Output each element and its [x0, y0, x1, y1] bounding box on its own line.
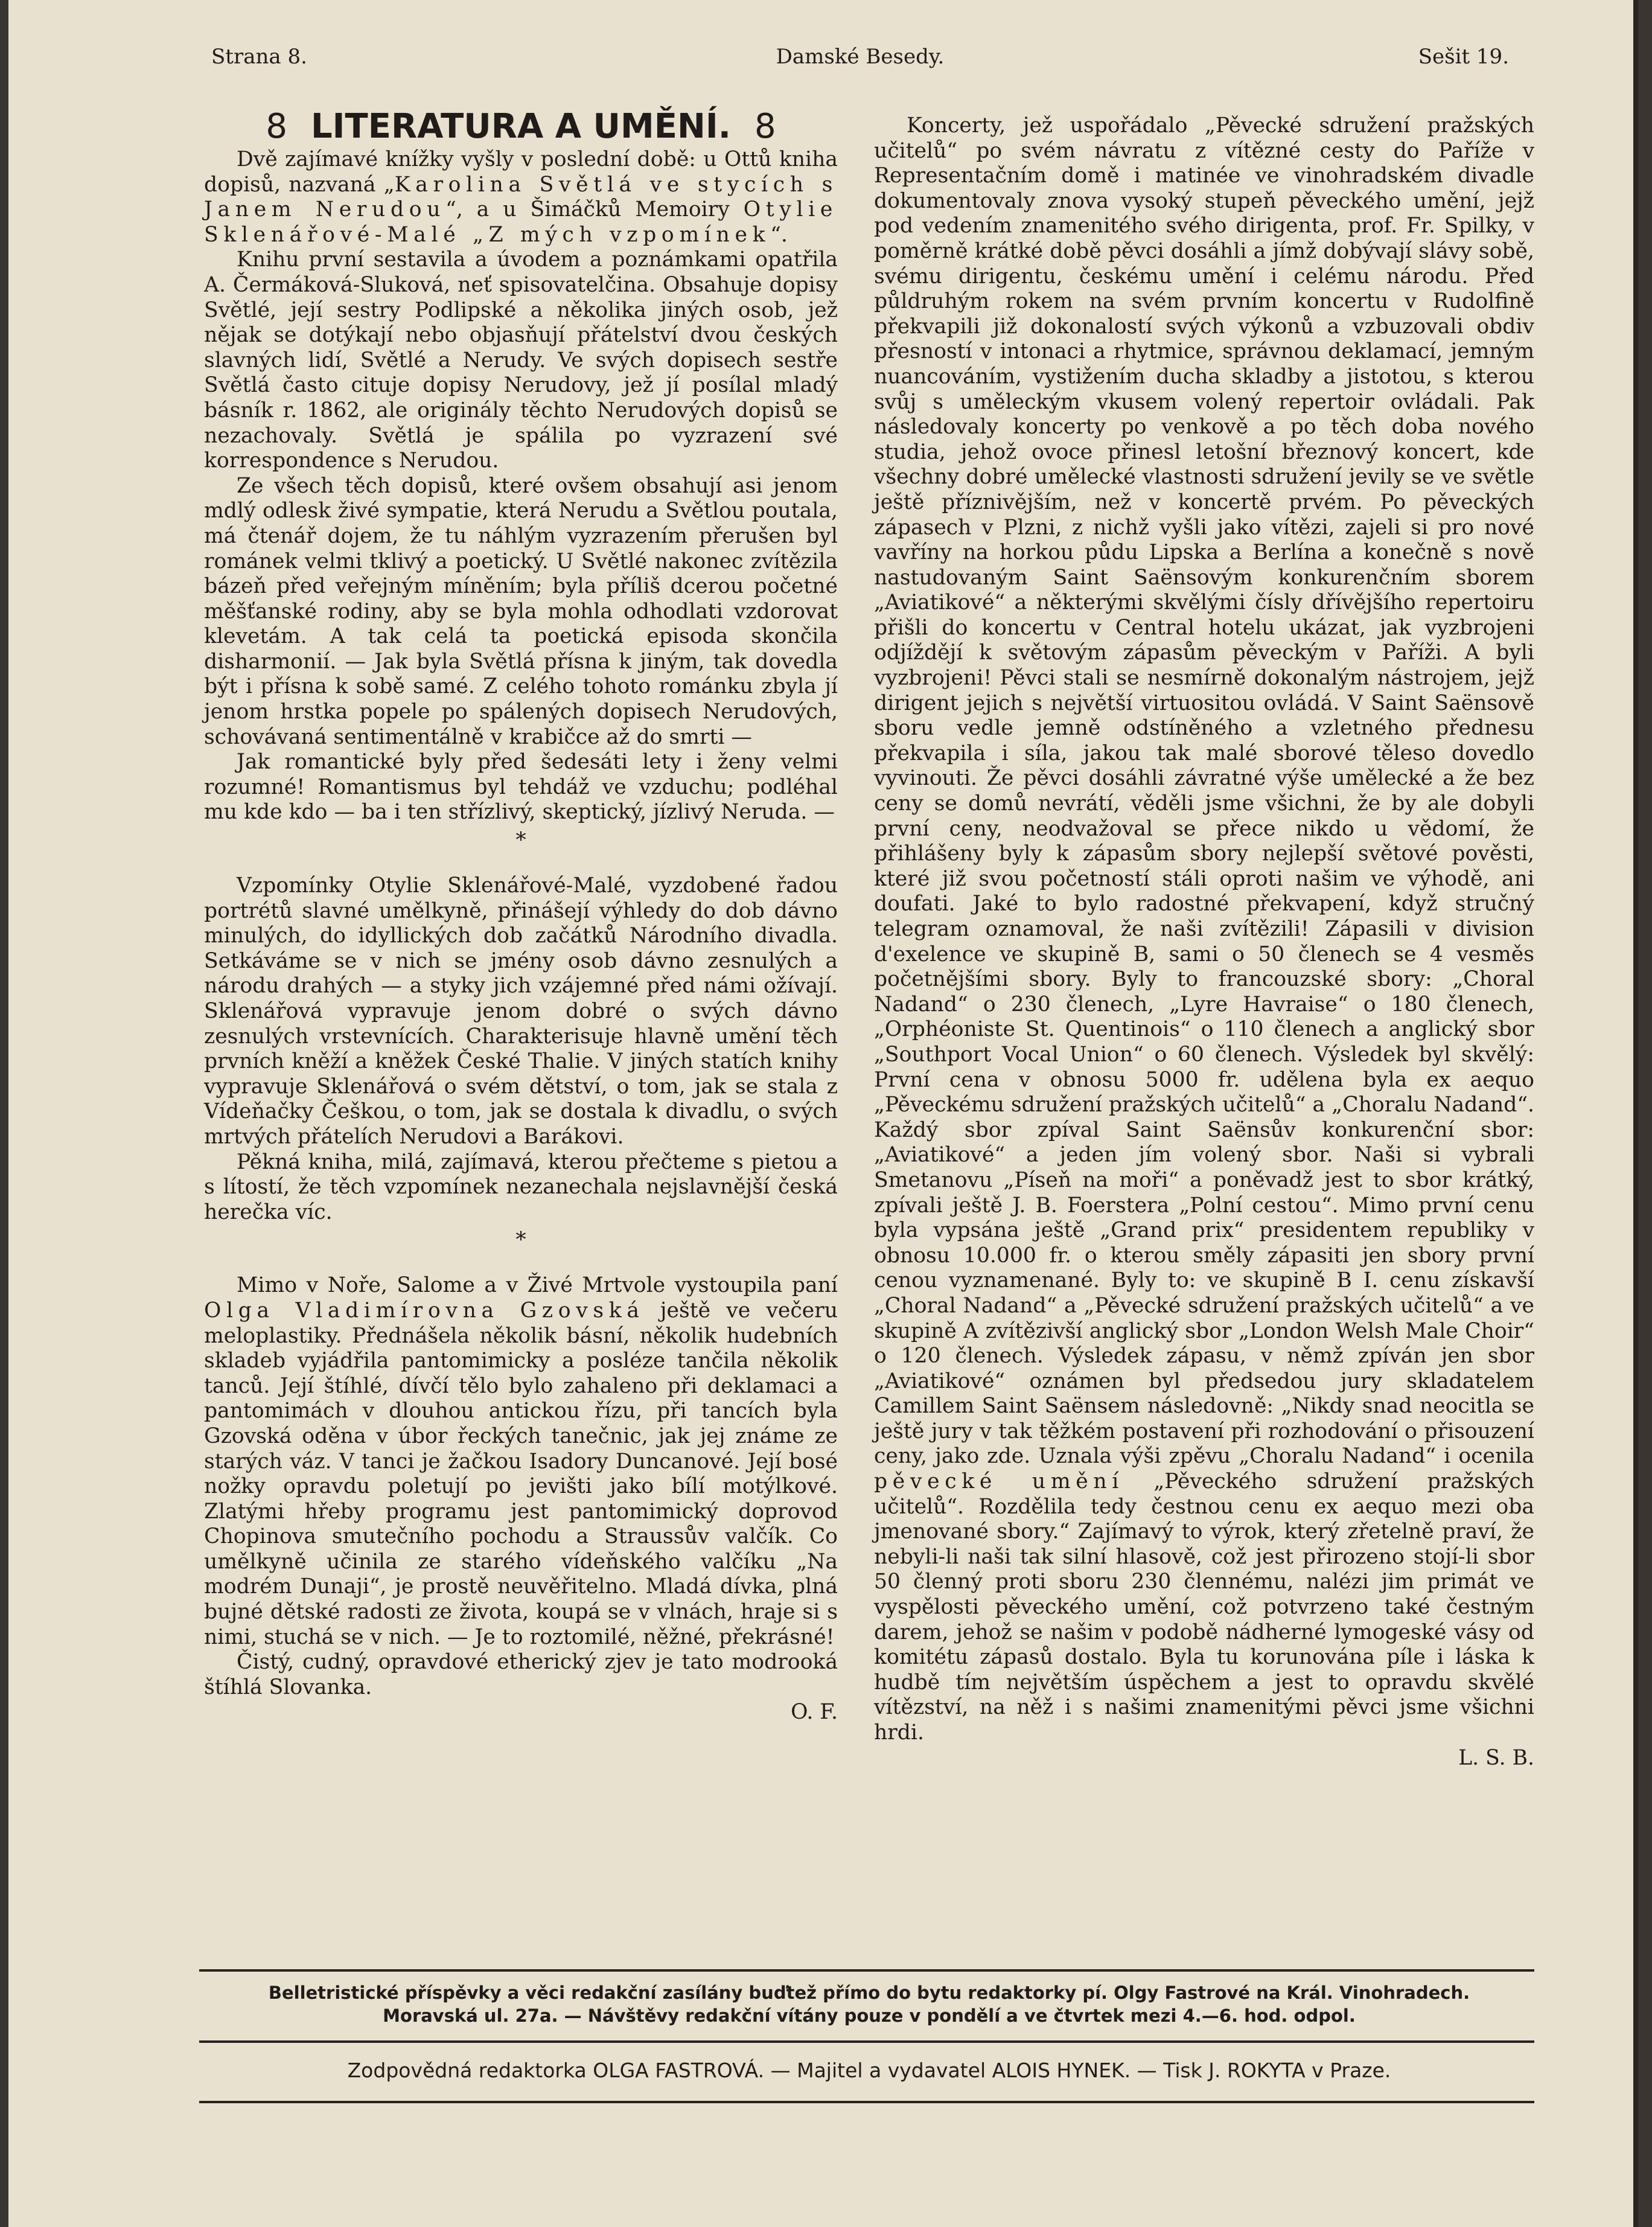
- issue-number: Sešit 19.: [1418, 45, 1509, 69]
- article-paragraph: Knihu první sestavila a úvodem a poznámkami opatřila A. Čermáková-Sluková, neť spisovatelčina. Obsahuje dopisy Světlé, její sestry Podlipské a několika jiných osob, jež nějak se dotýkají nebo objasňují přátelství dvou českých slavných lidí, Světlé a Nerudy. Ve svých dopisech sestře Světlá často cituje dopisy Nerudovy, jež jí posílal mladý básník r. 1862, ale originály těchto Nerudových dopisů se nezachovaly. Světlá je spálila po vyzrazení své korrespondence s Nerudou.: [204, 248, 838, 473]
- article-paragraph: Pěkná kniha, milá, zajímavá, kterou přečteme s pietou a s lítostí, že těch vzpomínek nezanechala nejslavnější česká herečka víc.: [204, 1149, 838, 1224]
- divider-line: [199, 2101, 1534, 2103]
- notice-line: Belletristické příspěvky a věci redakční zasílány buďtež přímo do bytu redaktorky pí. Olgy Fastrové na Král. Vinohradech.: [268, 1983, 1470, 2003]
- article-paragraph: Mimo v Noře, Salome a v Živé Mrtvole vystoupila paní Olga Vladimírovna Gzovská ještě ve večeru meloplastiky. Přednášela několik básní, několik hudebních skladeb vyjádřila pantomimicky a posléze tančila několik tanců. Její štíhlé, dívčí tělo bylo zahaleno při deklamaci a pantomimách v dlouhou antickou řízu, při tancích byla Gzovská oděna v úbor řeckých tanečnic, jak jej známe ze starých váz. V tanci je žačkou Isadory Duncanové. Její bosé nožky opravdu poletují po jevišti jako bílí motýlkové. Zlatými hřeby programu jest pantomimický doprovod Chopinova smutečního pochodu a Straussův valčík. Co umělkyně učinila ze starého vídeňského valčíku „Na modrém Dunaji“, je prostě neuvěřitelno. Mladá dívka, plná bujné dětské radosti ze života, koupá se v vlnách, hraje si s nimi, stuchá se v nich. — Je to roztomilé, něžné, překrásné!: [204, 1273, 838, 1649]
- section-title-text: LITERATURA A UMĚNÍ.: [311, 107, 731, 146]
- spaced-book-title: Karolina Světlá ve stycích s Janem Nerudou: [204, 172, 838, 222]
- page-number: Strana 8.: [211, 45, 307, 69]
- article-paragraph: Koncerty, jež uspořádalo „Pěvecké sdružení pražských učitelů“ po svém návratu z vítězné cesty do Paříže v Representačním domě i matinée ve vinohradském divadle dokumentovaly znova vysoký stupeň pěveckého umění, jejž pod vedením znamenitého svého dirigenta, prof. Fr. Spilky, v poměrně krátké době pěvci dosáhli a jímž dobývají slávy sobě, svému dirigentu, českému umění i celému národu. Před půldruhým rokem na svém prvním koncertu v Rudolfině překvapili již dokonalostí svých výkonů a vzbuzovali obdiv přesností v intonaci a rhytmice, správnou deklamací, jemným nuancováním, vystižením ducha skladby a jistotou, s kterou svůj s uměleckým vkusem volený repertoir ovládali. Pak následovaly koncerty po venkově a po těch doba nového studia, jehož ovoce přinesl letošní březnový koncert, kde všechny dobré umělecké vlastnosti sdružení jevily se ve světle ještě příznivějším, než v koncertě prvém. Po pěveckých zápasech v Plzni, z nichž vyšli jako vítězi, zajeli si pro nové vavříny na horkou půdu Lipska a Berlína a konečně s nově nastudovaným Saint Saënsovým konkurenčním sborem „Aviatikové“ a některými skvělými čísly dřívějšího repertoiru přišli do koncertu v Central hotelu ukázat, jak vyzbrojeni odjíždějí k světovým zápasům pěveckým v Paříži. A byli vyzbrojeni! Pěvci stali se nesmírně dokonalým nástrojem, jejž dirigent jejich s největší virtuositou ovládá. V Saint Saënsově sboru vedle jemně odstíněného a vzletného přednesu překvapila i síla, jakou tak malé sborové těleso dovedlo vyvinouti. Že pěvci dosáhli závratné výše umělecké a že bez ceny se domů nevrátí, věděli jsme všichni, že by ale dobyli první ceny, neodvažoval se přece nikdo u vědomí, že přihlášeny byly k zápasům sbory nejlepší světové pověsti, které již svou početností stáli oproti našim ve výhodě, ani doufati. Jaké to bylo radostné překvapení, když stručný telegram oznamoval, že naši zvítězili! Zápasili v division d'exelence ve skupině B, sami o 50 členech se 4 vesměs početnějšími sbory. Byly to francouzské sbory: „Choral Nadand“ o 230 členech, „Lyre Havraise“ o 180 členech, „Orphéoniste St. Quentinois“ o 110 členech a anglický sbor „Southport Vocal Union“ o 60 členech. Výsledek byl skvělý: První cena v obnosu 5000 fr. udělena byla ex aequo „Pěveckému sdružení pražských učitelů“ a „Choralu Nadand“. Každý sbor zpíval Saint Saënsův konkurenční sbor: „Aviatikové“ a jeden jím volený sbor. Naši si vybrali Smetanovu „Píseň na moři“ a poněvadž jest to sbor krátký, zpívali ještě J. B. Foerstera „Polní cestou“. Mimo první cenu byla vypsána ještě „Grand prix“ presidentem republiky v obnosu 10.000 fr. o kterou směly zápasiti jen sbory první cenou vyznamenané. Byly to: ve skupině B I. cenu získavší „Choral Nadand“ a „Pěvecké sdružení pražských učitelů“ a ve skupině A zvítězivší anglický sbor „London Welsh Male Choir“ o 120 členech. Výsledek zápasu, v němž zpíván jen sbor „Aviatikové“ oznámen byl předsedou jury skladatelem Camillem Saint Saënsem následovně: „Nikdy snad neocitla se ještě jury v tak těžkém postavení při rozhodování o přisouzení ceny, jako zde. Uznala výši zpěvu „Choralu Nadand“ i ocenila pěvecké umění „Pěveckého sdružení pražských učitelů“. Rozdělila tedy čestnou cenu ex aequo mezi oba jmenované sbory.“ Zajímavý to výrok, který zřetelně praví, že nebyli-li naši tak silní hlasově, což jest přirozeno stojí-li sbor 50 členný proti sboru 230 člennému, nalézi jim primát ve vyspělosti pěveckého umění, což potvrzeno také čestným darem, jehož se našim v podobě nádherné lymogeské vásy od komitétu zápasů dostalo. Byla tu korunována píle i láska k hudbě tím největším úspěchem a jest to opravdu skvělé vítězství, na něž i s našimi znamenitými pěvci jsme všichni hrdi. L. S. B.: [874, 113, 1535, 1770]
- author-signature: L. S. B.: [1458, 1745, 1534, 1770]
- spaced-phrase: pěvecké umění: [874, 1469, 1124, 1494]
- journal-title: Damské Besedy.: [776, 45, 945, 69]
- right-column: [874, 113, 1534, 1771]
- section-separator: *: [515, 1228, 526, 1253]
- newspaper-page: [8, 0, 1638, 2227]
- left-column: [204, 109, 838, 1725]
- editorial-notice: [204, 1981, 1534, 2027]
- section-title: [204, 109, 838, 145]
- spaced-name: Olga Vladimírovna Gzovská: [204, 1298, 645, 1323]
- spaced-book-title: Otylie Sklenářové-Malé „Z mých vzpomínek: [204, 197, 838, 247]
- page-edge: [1633, 0, 1638, 2227]
- section-separator: *: [515, 828, 526, 853]
- page-header: [211, 45, 1509, 81]
- title-ornament-left: 8: [266, 107, 287, 146]
- notice-line: Moravská ul. 27a. — Návštěvy redakční vítány pouze v pondělí a ve čtvrtek mezi 4.—6. hod. odpol.: [383, 2005, 1356, 2026]
- author-signature: O. F.: [791, 1700, 838, 1725]
- article-paragraph: Vzpomínky Otylie Sklenářové-Malé, vyzdobené řadou portrétů slavné umělkyně, přinášejí výhledy do dob dávno minulých, do idyllických dob začátků Národního divadla. Setkáváme se v nich se jmény osob dávno zesnulých a národu drahých — a styky jich vzájemné před námi ožívají. Sklenářová vypravuje jenom dobré o svých dávno zesnulých vrstevnících. Charakterisuje hlavně umění těch prvních kněží a kněžek České Thalie. V jiných statích knihy vypravuje Sklenářová o svém dětství, o tom, jak se stala z Vídeňačky Češkou, o tom, jak se dostala k divadlu, o svých mrtvých přátelích Nerudovi a Barákovi.: [204, 874, 838, 1149]
- title-ornament-right: 8: [754, 107, 776, 146]
- imprint-line: Zodpovědná redaktorka OLGA FASTROVÁ. — Majitel a vydavatel ALOIS HYNEK. — Tisk J. ROKYTA v Praze.: [347, 2059, 1391, 2082]
- divider-line: [199, 1969, 1534, 1972]
- article-paragraph: Ze všech těch dopisů, které ovšem obsahují asi jenom mdlý odlesk živé sympatie, která Nerudu a Světlou poutala, má čtenář dojem, že tu náhlým vyzrazením přerušen byl románek velmi tklivý a poetický. U Světlé nakonec zvítězila bázeň před veřejným míněním; byla příliš dcerou početné měšťanské rodiny, aby se byla mohla odhodlati vzdorovat klevetám. A tak celá ta poetická episoda skončila disharmonií. — Jak byla Světlá přísna k jiným, tak dovedla být i přísna k sobě samé. Z celého tohoto románku zbyla jí jenom hrstka popele po spálených dopisech Nerudových, schovávaná sentimentálně v krabičce až do smrti —: [204, 473, 838, 749]
- article-paragraph: Čistý, cudný, opravdové etherický zjev je tato modrooká štíhlá Slovanka. O. F.: [204, 1650, 838, 1725]
- article-paragraph: Dvě zajímavé knížky vyšly v poslední době: u Ottů kniha dopisů, nazvaná „Karolina Světlá ve stycích s Janem Nerudou“, a u Šimáčků Memoiry Otylie Sklenářové-Malé „Z mých vzpomínek“.: [204, 147, 838, 247]
- article-paragraph: Jak romantické byly před šedesáti lety i ženy velmi rozumné! Romantismus byl tehdáž ve vzduchu; podléhal mu kde kdo — ba i ten střízlivý, skeptický, jízlivý Neruda. —: [204, 750, 838, 825]
- divider-line: [199, 2040, 1534, 2043]
